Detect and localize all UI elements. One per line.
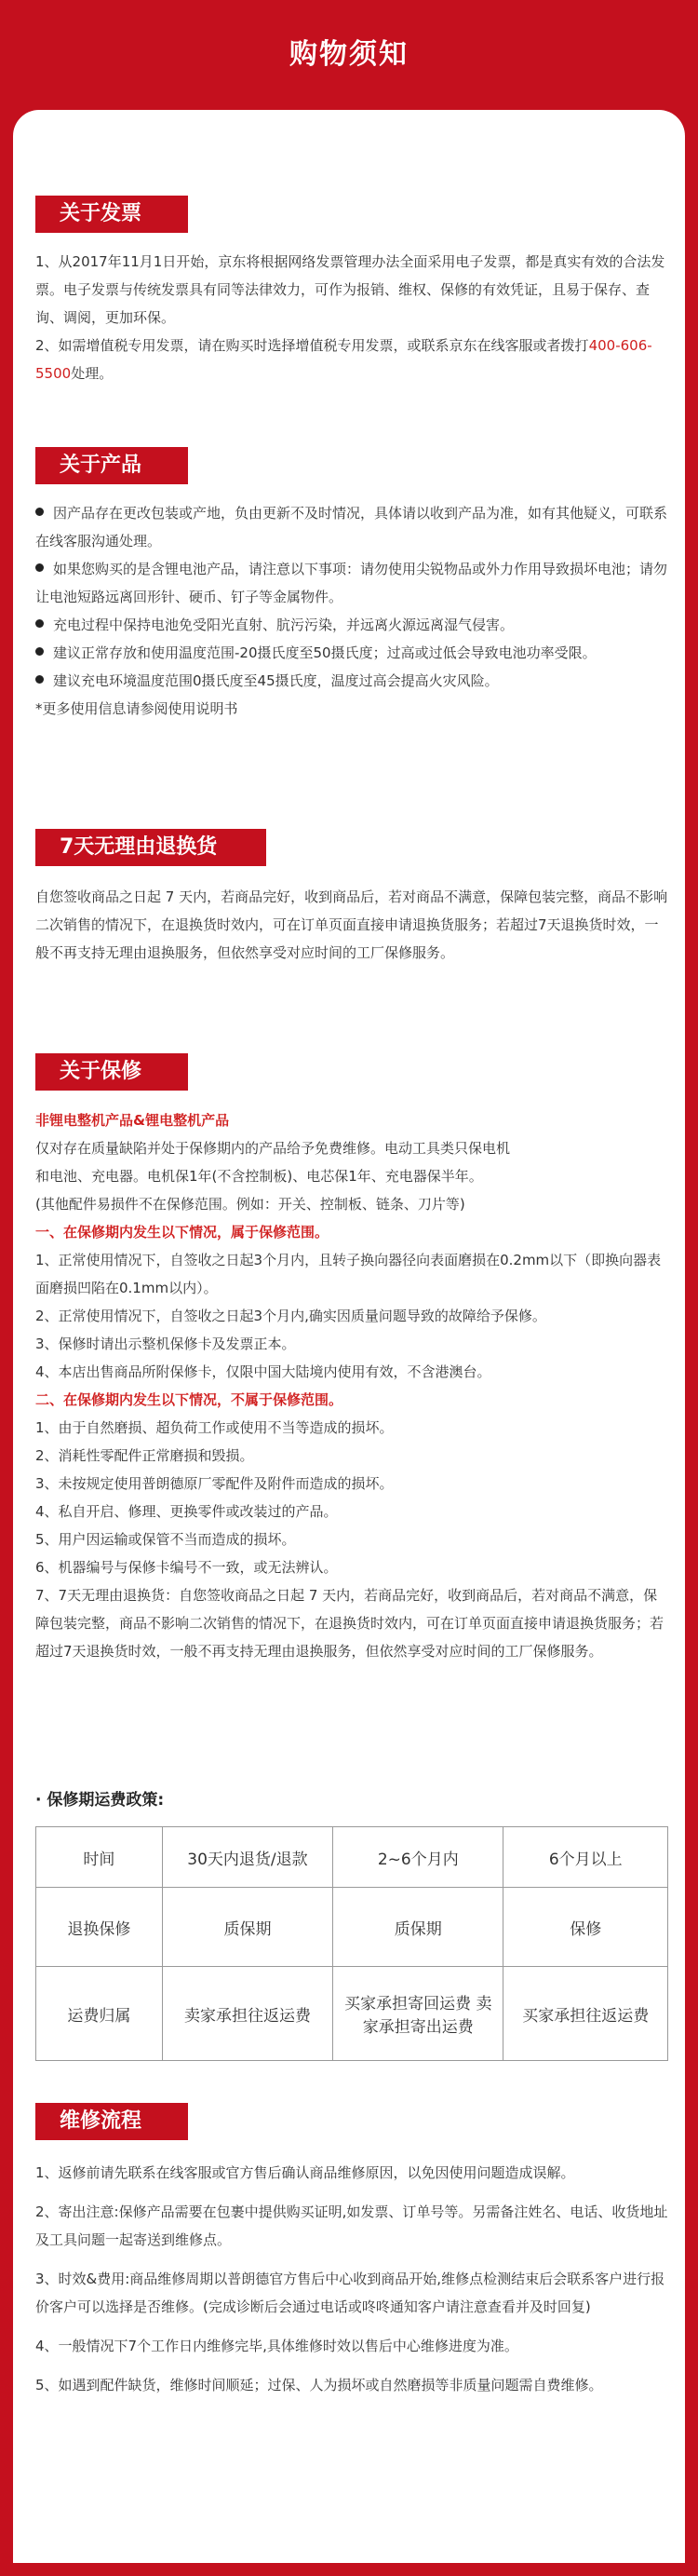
warranty-intro-3: (其他配件易损件不在保修范围。例如：开关、控制板、链条、刀片等) xyxy=(35,1196,465,1213)
table-cell: 买家承担往返运费 xyxy=(503,1967,668,2061)
out-range-item: 3、未按规定使用普朗德原厂零配件及附件而造成的损坏。 xyxy=(35,1475,394,1492)
table-cell: 2~6个月内 xyxy=(333,1827,503,1888)
out-range-title: 二、在保修期内发生以下情况，不属于保修范围。 xyxy=(35,1391,343,1408)
repair-item: 4、一般情况下7个工作日内维修完毕,具体维修时效以售后中心维修进度为准。 xyxy=(35,2338,518,2354)
in-range-item: 4、本店出售商品所附保修卡，仅限中国大陆境内使用有效，不含港澳台。 xyxy=(35,1363,491,1380)
bullet-icon xyxy=(35,563,44,572)
bullet-icon xyxy=(35,675,44,684)
table-cell: 保修 xyxy=(503,1888,668,1967)
out-range-item: 1、由于自然磨损、超负荷工作或使用不当等造成的损坏。 xyxy=(35,1419,394,1436)
out-range-item: 4、私自开启、修理、更换零件或改装过的产品。 xyxy=(35,1503,338,1520)
repair-item: 1、返修前请先联系在线客服或官方售后确认商品维修原因，以免因使用问题造成误解。 xyxy=(35,2164,575,2181)
warranty-intro-1: 仅对存在质量缺陷并处于保修期内的产品给予免费维修。电动工具类只保电机 xyxy=(35,1140,511,1157)
invoice-p2-text: 2、如需增值税专用发票，请在购买时选择增值税专用发票，或联系京东在线客服或者拨打 xyxy=(35,337,589,354)
section-label-warranty: 关于保修 xyxy=(35,1053,188,1091)
in-range-item: 2、正常使用情况下，自签收之日起3个月内,确实因质量问题导致的故障给予保修。 xyxy=(35,1308,546,1324)
product-item: 充电过程中保持电池免受阳光直射、肮污污染，并远离火源远离湿气侵害。 xyxy=(35,611,668,639)
returns-content xyxy=(35,883,668,967)
invoice-p2-tail: 处理。 xyxy=(71,365,114,382)
table-cell: 卖家承担往返运费 xyxy=(162,1967,332,2061)
hotline-number[interactable]: 400-606-5500 xyxy=(35,337,652,382)
table-cell: 质保期 xyxy=(333,1888,503,1967)
invoice-paragraph-2 xyxy=(35,332,668,387)
product-item: 因产品存在更改包装或产地，负由更新不及时情况，具体请以收到产品为准，如有其他疑义，可联系在线客服沟通处理。 xyxy=(35,505,668,549)
repair-item: 2、寄出注意:保修产品需要在包裹中提供购买证明,如发票、订单号等。另需备注姓名、电话、收货地址及工具问题一起寄送到维修点。 xyxy=(35,2203,668,2248)
returns-paragraph: 自您签收商品之日起 7 天内，若商品完好，收到商品后，若对商品不满意，保障包装完整，商品不影响二次销售的情况下，在退换货时效内，可在订单页面直接申请退换货服务；若超过7天退换货时效，一般不再支持无理由退换服务，但依然享受对应时间的工厂保修服务。 xyxy=(35,888,668,961)
table-cell: 30天内退货/退款 xyxy=(162,1827,332,1888)
notice-card xyxy=(13,110,685,2563)
in-range-item: 3、保修时请出示整机保修卡及发票正本。 xyxy=(35,1335,296,1352)
out-range-item: 5、用户因运输或保管不当而造成的损坏。 xyxy=(35,1531,296,1548)
in-range-item: 1、正常使用情况下，自签收之日起3个月内，且转子换向器径向表面磨损在0.2mm以下（即换向器表面磨损凹陷在0.1mm以内）。 xyxy=(35,1252,662,1296)
section-label-repair: 维修流程 xyxy=(35,2103,188,2140)
table-cell: 买家承担寄回运费 卖家承担寄出运费 xyxy=(333,1967,503,2061)
out-range-item: 7、7天无理由退换货：自您签收商品之日起 7 天内，若商品完好，收到商品后，若对商品不满意，保障包装完整，商品不影响二次销售的情况下，在退换货时效内，可在订单页面直接申请退换货服务；若超过7天退换货时效，一般不再支持无理由退换服务，但依然享受对应时间的工厂保修服务。 xyxy=(35,1587,664,1660)
out-range-item: 6、机器编号与保修卡编号不一致，或无法辨认。 xyxy=(35,1559,338,1576)
invoice-content xyxy=(35,248,668,387)
bullet-icon xyxy=(35,647,44,656)
table-cell: 质保期 xyxy=(162,1888,332,1967)
table-cell: 6个月以上 xyxy=(503,1827,668,1888)
fee-policy-table xyxy=(35,1826,668,2061)
table-cell: 时间 xyxy=(36,1827,163,1888)
invoice-paragraph-1: 1、从2017年11月1日开始，京东将根据网络发票管理办法全面采用电子发票，都是真实有效的合法发票。电子发票与传统发票具有同等法律效力，可作为报销、维权、保修的有效凭证，且易于保存、查询、调阅，更加环保。 xyxy=(35,253,665,326)
fee-policy-title: · 保修期运费政策: xyxy=(35,1791,165,1810)
repair-content xyxy=(35,2159,668,2410)
repair-item: 3、时效&费用:商品维修周期以普朗德官方售后中心收到商品开始,维修点检测结束后会联系客户进行报价客户可以选择是否维修。(完成诊断后会通过电话或咚咚通知客户请注意查看并及时回复) xyxy=(35,2271,665,2315)
table-row xyxy=(36,1888,668,1967)
section-label-product: 关于产品 xyxy=(35,447,188,484)
bullet-icon xyxy=(35,619,44,628)
product-item: 建议正常存放和使用温度范围-20摄氏度至50摄氏度；过高或过低会导致电池功率受限。 xyxy=(35,639,668,667)
out-range-item: 2、消耗性零配件正常磨损和毁损。 xyxy=(35,1447,254,1464)
in-range-title: 一、在保修期内发生以下情况，属于保修范围。 xyxy=(35,1224,329,1241)
table-row xyxy=(36,1827,668,1888)
section-label-invoice: 关于发票 xyxy=(35,196,188,233)
section-label-returns: 7天无理由退换货 xyxy=(35,829,266,866)
warranty-intro-2: 和电池、充电器。电机保1年(不含控制板)、电芯保1年、充电器保半年。 xyxy=(35,1168,483,1185)
bullet-icon xyxy=(35,508,44,516)
product-note: *更多使用信息请参阅使用说明书 xyxy=(35,700,238,717)
table-cell: 退换保修 xyxy=(36,1888,163,1967)
page-title: 购物须知 xyxy=(289,38,409,71)
product-item: 如果您购买的是含锂电池产品，请注意以下事项：请勿使用尖锐物品或外力作用导致损坏电池；请勿让电池短路远离回形针、硬币、钉子等金属物件。 xyxy=(35,561,668,605)
table-cell: 运费归属 xyxy=(36,1967,163,2061)
repair-item: 5、如遇到配件缺货，维修时间顺延；过保、人为损坏或自然磨损等非质量问题需自费维修。 xyxy=(35,2377,603,2393)
product-item: 建议充电环境温度范围0摄氏度至45摄氏度，温度过高会提高火灾风险。 xyxy=(35,667,668,695)
warranty-subtitle: 非锂电整机产品&锂电整机产品 xyxy=(35,1112,230,1129)
product-content xyxy=(35,499,668,723)
table-row xyxy=(36,1967,668,2061)
warranty-content xyxy=(35,1106,668,1665)
